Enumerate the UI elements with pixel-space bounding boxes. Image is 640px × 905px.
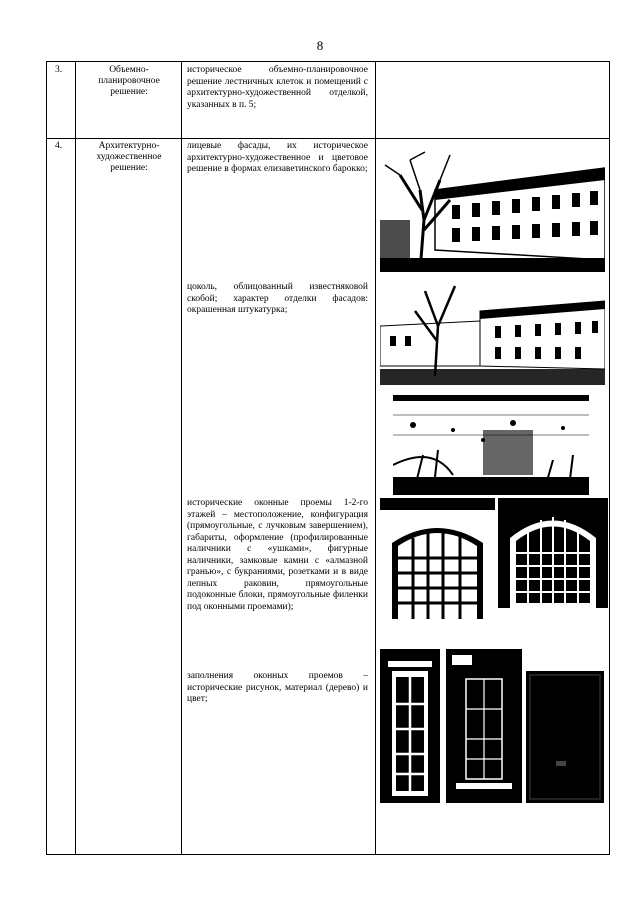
arched-window-photo [380, 498, 495, 619]
row-divider [47, 138, 609, 139]
page-number: 8 [316, 38, 324, 53]
column-divider [75, 62, 76, 854]
description-text: лицевые фасады, их историческое архитектурно-художественное и цветовое решение в формах елизаветинского барокко; [187, 141, 368, 174]
window-frame-photo [380, 649, 440, 803]
row-number: 4. [55, 141, 63, 151]
building-facade-with-tree-photo [380, 150, 605, 272]
column-divider [181, 62, 182, 854]
description-text: заполнения оконных проемов – исторические рисунок, материал (дерево) и цвет; [187, 671, 368, 704]
heritage-table [46, 61, 610, 855]
window-dark-photo [446, 649, 522, 803]
arched-window-grille-photo [498, 498, 608, 619]
section-title: Объемно-планировочное решение: [98, 65, 160, 97]
description-text: историческое объемно-планировочное решение лестничных клеток и помещений с архитектурно-художественной отделкой, указанных в п. 5; [187, 65, 368, 110]
row-number: 3. [55, 65, 63, 75]
building-courtyard-photo [380, 281, 605, 385]
plinth-stone-photo [393, 395, 589, 495]
column-divider [375, 62, 376, 854]
description-text: исторические оконные проемы 1-2-го этажей – местоположение, конфигурация (прямоугольные, с лучковым завершением), габариты, оформление (профилированные наличники с «ушками», фигурные наличники, замковые камни с «алмазной гранью», с букраниями, розетками и в виде лепных раковин, прямоугольные подоконные блоки, прямоугольные филенки под оконными проемами); [187, 498, 368, 612]
window-shutter-photo [526, 671, 604, 803]
description-text: цоколь, облицованный известняковой скобой; характер отделки фасадов: окрашенная штукатурка; [187, 282, 368, 315]
section-title: Архитектурно-художественное решение: [96, 141, 162, 173]
